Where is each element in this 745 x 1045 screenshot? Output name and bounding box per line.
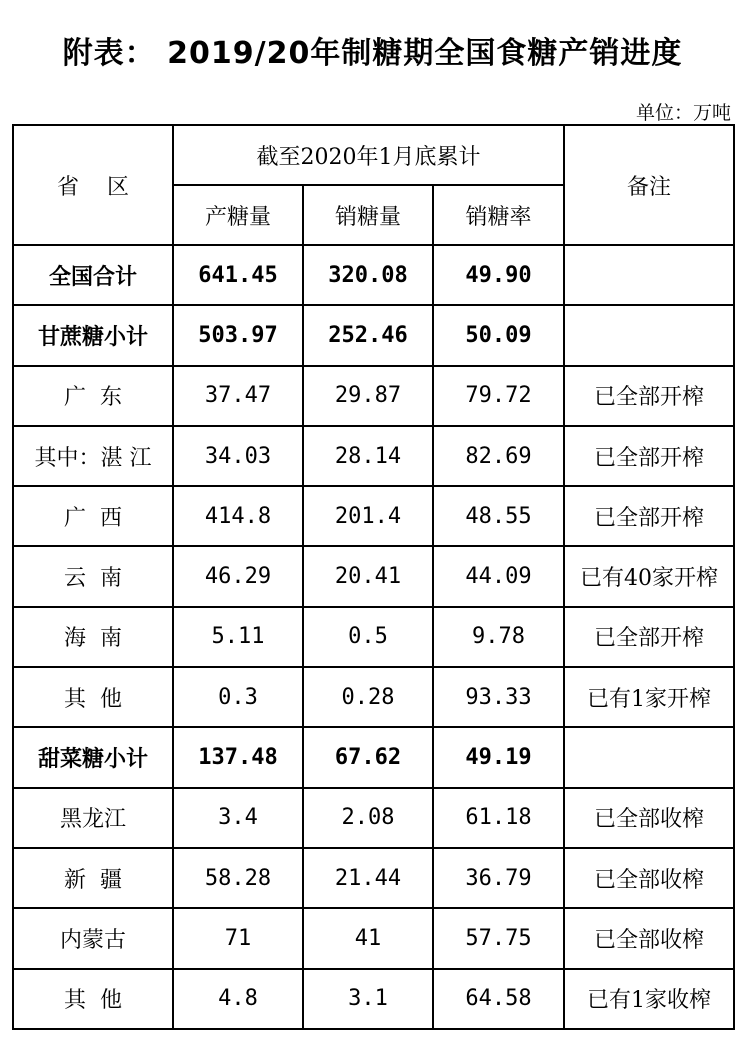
region-cell: 甘蔗糖小计 <box>13 305 173 365</box>
rate-cell: 61.18 <box>433 788 564 848</box>
sales-cell: 201.4 <box>303 486 433 546</box>
remark-cell: 已有40家开榨 <box>564 546 734 606</box>
remark-cell: 已全部收榨 <box>564 788 734 848</box>
table-row <box>13 426 734 486</box>
region-cell: 新 疆 <box>13 848 173 908</box>
header-sales: 销糖量 <box>303 185 433 245</box>
rate-cell: 82.69 <box>433 426 564 486</box>
page-title: 附表： 2019/20年制糖期全国食糖产销进度 <box>62 36 683 71</box>
rate-cell: 44.09 <box>433 546 564 606</box>
region-cell: 黑龙江 <box>13 788 173 848</box>
table-row <box>13 366 734 426</box>
header-period: 截至2020年1月底累计 <box>173 125 564 185</box>
production-cell: 37.47 <box>173 366 303 426</box>
table-row <box>13 788 734 848</box>
sales-cell: 28.14 <box>303 426 433 486</box>
sales-cell: 252.46 <box>303 305 433 365</box>
table-row <box>13 546 734 606</box>
remark-cell: 已有1家开榨 <box>564 667 734 727</box>
rate-cell: 49.90 <box>433 245 564 305</box>
unit-label: 单位：万吨 <box>635 102 731 124</box>
sales-cell: 29.87 <box>303 366 433 426</box>
rate-cell: 9.78 <box>433 607 564 667</box>
production-cell: 641.45 <box>173 245 303 305</box>
remark-cell: 已全部开榨 <box>564 366 734 426</box>
table-row <box>13 969 734 1029</box>
table-row <box>13 667 734 727</box>
sales-cell: 20.41 <box>303 546 433 606</box>
production-cell: 137.48 <box>173 727 303 787</box>
sugar-table <box>12 124 735 1030</box>
remark-cell <box>564 727 734 787</box>
production-cell: 46.29 <box>173 546 303 606</box>
table-row <box>13 848 734 908</box>
production-cell: 0.3 <box>173 667 303 727</box>
table-row <box>13 607 734 667</box>
header-province: 省 区 <box>13 125 173 245</box>
sales-cell: 21.44 <box>303 848 433 908</box>
table-row <box>13 908 734 968</box>
rate-cell: 57.75 <box>433 908 564 968</box>
rate-cell: 93.33 <box>433 667 564 727</box>
region-cell: 内蒙古 <box>13 908 173 968</box>
region-cell: 广 东 <box>13 366 173 426</box>
production-cell: 503.97 <box>173 305 303 365</box>
table-row <box>13 245 734 305</box>
table-row <box>13 727 734 787</box>
production-cell: 414.8 <box>173 486 303 546</box>
sales-cell: 320.08 <box>303 245 433 305</box>
table-body <box>13 245 734 1029</box>
region-cell: 其 他 <box>13 969 173 1029</box>
sales-cell: 67.62 <box>303 727 433 787</box>
rate-cell: 36.79 <box>433 848 564 908</box>
header-remarks: 备注 <box>564 125 734 245</box>
rate-cell: 49.19 <box>433 727 564 787</box>
rate-cell: 50.09 <box>433 305 564 365</box>
remark-cell: 已全部开榨 <box>564 607 734 667</box>
rate-cell: 79.72 <box>433 366 564 426</box>
sales-cell: 0.5 <box>303 607 433 667</box>
remark-cell: 已有1家收榨 <box>564 969 734 1029</box>
rate-cell: 48.55 <box>433 486 564 546</box>
region-cell: 其中：湛 江 <box>13 426 173 486</box>
table-row <box>13 305 734 365</box>
region-cell: 甜菜糖小计 <box>13 727 173 787</box>
remark-cell <box>564 245 734 305</box>
production-cell: 34.03 <box>173 426 303 486</box>
remark-cell: 已全部开榨 <box>564 426 734 486</box>
rate-cell: 64.58 <box>433 969 564 1029</box>
sales-cell: 41 <box>303 908 433 968</box>
table-row <box>13 486 734 546</box>
region-cell: 全国合计 <box>13 245 173 305</box>
region-cell: 海 南 <box>13 607 173 667</box>
remark-cell: 已全部开榨 <box>564 486 734 546</box>
sales-cell: 2.08 <box>303 788 433 848</box>
remark-cell: 已全部收榨 <box>564 908 734 968</box>
production-cell: 5.11 <box>173 607 303 667</box>
remark-cell <box>564 305 734 365</box>
sales-cell: 3.1 <box>303 969 433 1029</box>
region-cell: 云 南 <box>13 546 173 606</box>
region-cell: 其 他 <box>13 667 173 727</box>
sales-cell: 0.28 <box>303 667 433 727</box>
production-cell: 4.8 <box>173 969 303 1029</box>
region-cell: 广 西 <box>13 486 173 546</box>
production-cell: 71 <box>173 908 303 968</box>
production-cell: 58.28 <box>173 848 303 908</box>
header-rate: 销糖率 <box>433 185 564 245</box>
header-production: 产糖量 <box>173 185 303 245</box>
production-cell: 3.4 <box>173 788 303 848</box>
remark-cell: 已全部收榨 <box>564 848 734 908</box>
